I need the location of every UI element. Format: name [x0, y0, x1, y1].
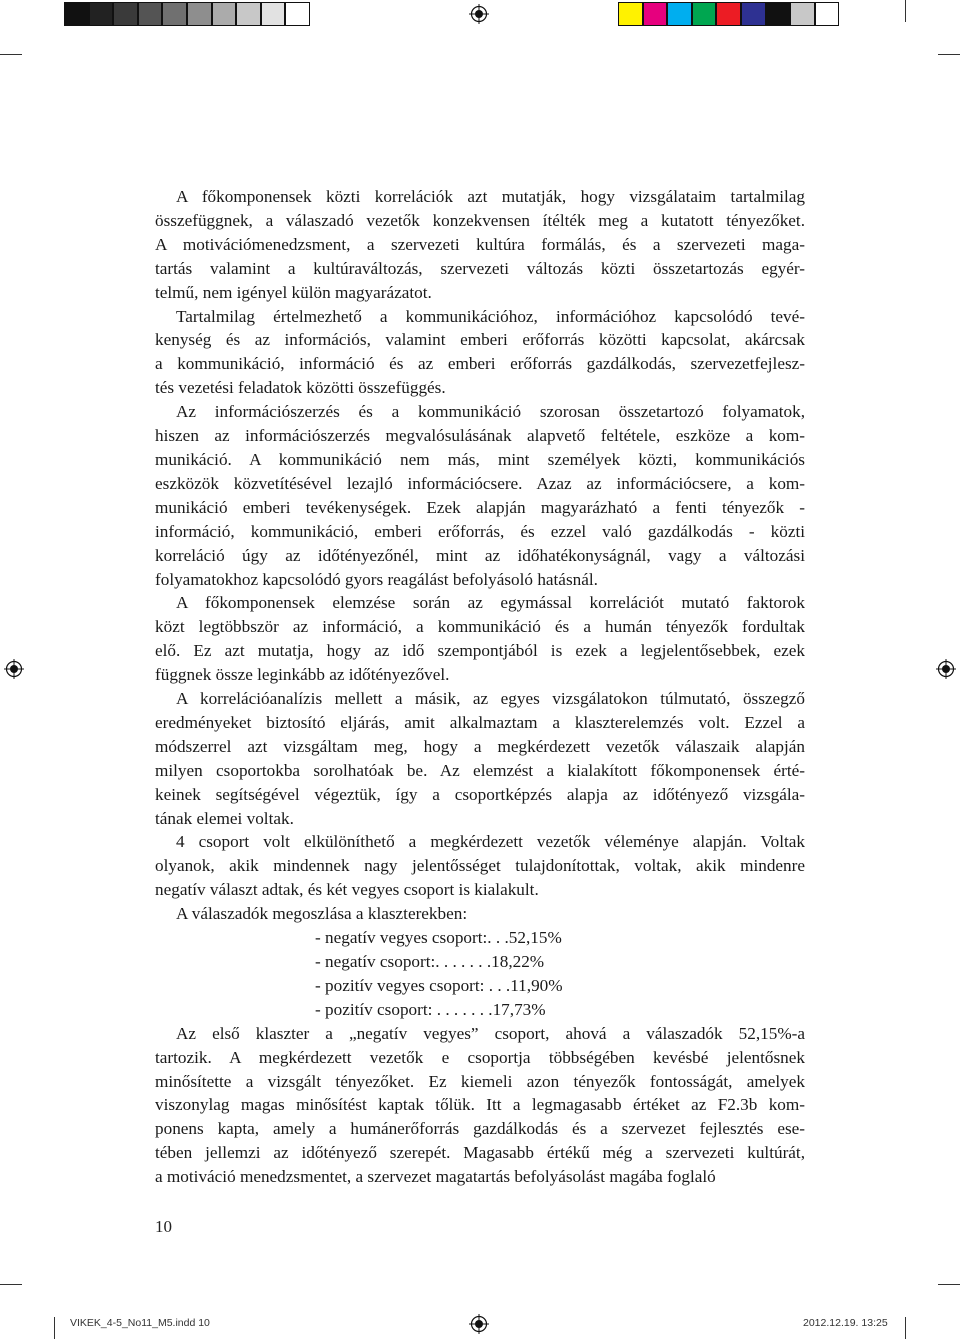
text-line: munikáció. A kommunikáció nem más, mint személyek közti, kommunikációs: [155, 449, 805, 469]
text-line: viszonylag magas minősítést kaptak tőlük. Itt a legmagasabb értéket az F2.3b kom-: [155, 1095, 805, 1115]
text-line: kenység és az információs, valamint emberi erőforrás közötti kapcsolat, akárcsak: [155, 330, 805, 350]
text-line: eredményeket biztosító eljárás, amit alkalmaztam a klaszterelemzés volt. Ezzel a: [155, 712, 805, 732]
text-line: tében jellemzi az időtényező szerepét. Magasabb értékű még a szervezeti kultúrát,: [155, 1143, 805, 1163]
color-swatch: [741, 2, 766, 26]
text-line: függnek össze leginkább az időtényezővel.: [155, 665, 450, 685]
text-line: információ, kommunikáció, emberi erőforrás, és ezzel való gazdálkodás - közti: [155, 521, 805, 541]
color-swatch: [162, 2, 187, 26]
crop-mark: [0, 54, 22, 55]
paragraph: [155, 305, 805, 401]
crop-mark: [54, 1317, 55, 1339]
text-line: összefüggnek, a válaszadó vezetők konzekvensen ítélték meg a kutatott tényezőket.: [155, 210, 805, 230]
list-item: - pozitív csoport: . . . . . . .17,73%: [315, 999, 546, 1019]
color-swatch: [815, 2, 840, 26]
text-line: közt legtöbbször az információ, a kommunikáció és a humán tényezők fordultak: [155, 617, 805, 637]
crop-mark: [938, 1284, 960, 1285]
registration-mark-icon: [936, 659, 956, 679]
text-line: folyamatokhoz kapcsolódó gyors reagálást befolyásoló hatásnál.: [155, 569, 598, 589]
text-line: elő. Ez azt mutatja, hogy az idő szempontjából is ezek a legjelentősebbek, ezek: [155, 641, 805, 661]
paragraph: [155, 687, 805, 830]
text-line: tartás valamint a kultúraváltozás, szervezeti változás közti összetartozás egyér-: [155, 258, 805, 278]
grayscale-color-bar: [64, 2, 310, 26]
paragraph: [155, 1022, 805, 1189]
text-line: Az információszerzés és a kommunikáció szorosan összetartozó folyamatok,: [176, 402, 805, 422]
text-line: A motivációmenedzsment, a szervezeti kultúra formálás, és a szervezeti maga-: [155, 234, 805, 254]
crop-mark: [938, 54, 960, 55]
body-text: [155, 185, 805, 1189]
text-line: ponens kapta, amely a humánerőforrás gazdálkodás és a szervezet fejlesztés ese-: [155, 1119, 805, 1139]
paragraph: [155, 591, 805, 687]
color-swatch: [766, 2, 791, 26]
text-line: eszközök közvetítésével lezajló információcsere. Azaz az információcsere, a kom-: [155, 473, 805, 493]
color-swatch: [667, 2, 692, 26]
paragraph: [155, 902, 805, 926]
color-swatch: [89, 2, 114, 26]
text-line: A válaszadók megoszlása a klaszterekben:: [176, 904, 468, 924]
cluster-distribution-list: [155, 926, 805, 1022]
text-line: keinek segítségével végeztük, így a csoportképzés alapja az időtényező vizsgála-: [155, 784, 805, 804]
text-line: 4 csoport volt elkülöníthető a megkérdezett vezetők véleménye alapján. Voltak: [176, 832, 805, 852]
text-line: hiszen az információszerzés megvalósulásának alapvető feltétele, eszköze a kom-: [155, 426, 805, 446]
list-item: - negatív csoport:. . . . . . .18,22%: [315, 952, 545, 971]
color-swatch: [236, 2, 261, 26]
crop-mark: [905, 1317, 906, 1339]
text-line: A főkomponensek elemzése során az egymással korrelációt mutató faktorok: [176, 593, 805, 613]
paragraph: [155, 400, 805, 591]
color-swatch: [212, 2, 237, 26]
text-line: minősítette a vizsgált tényezőket. Ez kiemeli azon tényezők fontosságát, amelyek: [155, 1071, 805, 1091]
color-swatch: [113, 2, 138, 26]
color-swatch: [618, 2, 643, 26]
text-line: milyen csoportokba sorolhatóak be. Az elemzést a kialakított főkomponensek érté-: [155, 760, 805, 780]
paragraph: [155, 185, 805, 305]
color-swatch: [692, 2, 717, 26]
registration-mark-icon: [469, 4, 489, 24]
text-line: a motiváció menedzsmentet, a szervezet magatartás befolyásolást magába foglaló: [155, 1167, 716, 1187]
color-swatch: [285, 2, 310, 26]
crop-mark: [0, 1284, 22, 1285]
text-line: telmű, nem igényel külön magyarázatot.: [155, 282, 432, 302]
text-line: A főkomponensek közti korrelációk azt mutatják, hogy vizsgálataim tartalmilag: [176, 187, 805, 206]
cmyk-color-bar: [618, 2, 839, 26]
color-swatch: [64, 2, 89, 26]
footer-timestamp: 2012.12.19. 13:25: [803, 1317, 888, 1329]
text-line: módszerrel azt vizsgáltam meg, hogy a megkérdezett vezetők válaszaik alapján: [155, 736, 805, 756]
footer-file-info: VIKEK_4-5_No11_M5.indd 10: [70, 1317, 210, 1329]
crop-mark: [905, 0, 906, 22]
color-swatch: [138, 2, 163, 26]
text-line: Az első klaszter a „negatív vegyes” csoport, ahová a válaszadók 52,15%-a: [176, 1023, 805, 1043]
text-line: negatív választ adtak, és két vegyes csoport is kialakult.: [155, 880, 539, 900]
text-line: a kommunikáció, információ és az emberi erőforrás gazdálkodás, szervezetfejlesz-: [155, 354, 805, 374]
color-swatch: [261, 2, 286, 26]
text-line: tartozik. A megkérdezett vezetők e csoportja többségében kevésbé jelentősnek: [155, 1047, 805, 1067]
text-line: tának elemei voltak.: [155, 808, 294, 828]
color-swatch: [716, 2, 741, 26]
registration-mark-icon: [4, 659, 24, 679]
color-swatch: [187, 2, 212, 26]
list-item: - negatív vegyes csoport:. . .52,15%: [315, 928, 562, 948]
text-line: korreláció úgy az időtényezőnél, mint az időhatékonyságnál, vagy a változási: [155, 545, 805, 565]
color-swatch: [643, 2, 668, 26]
text-line: Tartalmilag értelmezhető a kommunikációhoz, információhoz kapcsolódó tevé-: [176, 306, 805, 326]
text-line: munikáció emberi tevékenységek. Ezek alapján magyarázható a fenti tényezők -: [155, 497, 805, 517]
page-number: 10: [155, 1217, 172, 1236]
list-item: - pozitív vegyes csoport: . . .11,90%: [315, 975, 563, 995]
text-line: A korrelációanalízis mellett a másik, az egyes vizsgálatokon túlmutató, összegző: [176, 689, 805, 709]
text-line: olyanok, akik mindennek nagy jelentősséget tulajdonítottak, voltak, akik mindenre: [155, 856, 805, 876]
registration-mark-icon: [469, 1314, 489, 1334]
paragraph: [155, 830, 805, 902]
color-swatch: [790, 2, 815, 26]
text-line: tés vezetési feladatok közötti összefüggés.: [155, 378, 446, 398]
